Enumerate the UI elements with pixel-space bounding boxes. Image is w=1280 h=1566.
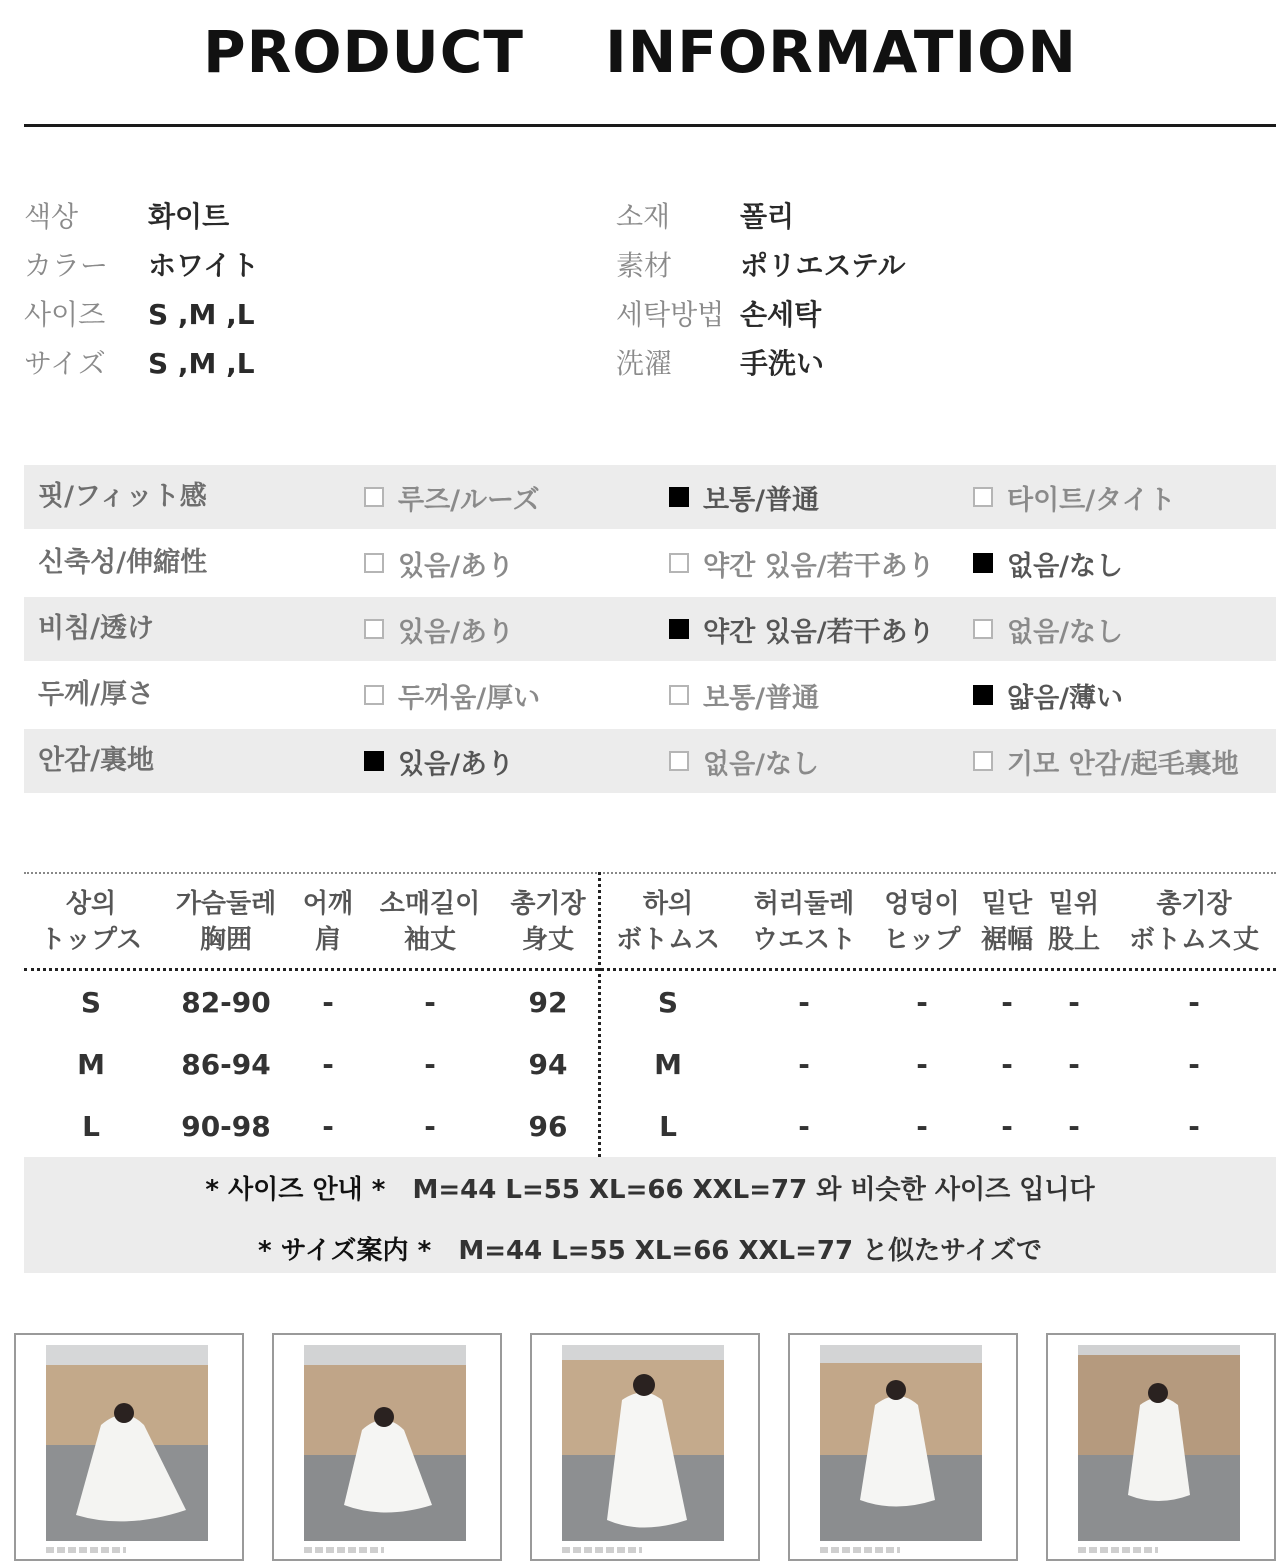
checkbox-empty-icon (364, 619, 384, 639)
size-cell: M (654, 1048, 682, 1081)
size-cell: - (322, 1048, 334, 1081)
photo-caption-line (1078, 1547, 1158, 1553)
size-cell: - (1188, 986, 1200, 1019)
fit-row-thickness (24, 663, 1276, 727)
checkbox-empty-icon (364, 487, 384, 507)
dress-photo-image (46, 1345, 208, 1541)
option-label: 있음/あり (398, 748, 515, 780)
fit-option (364, 465, 540, 529)
note-text: M=44 L=55 XL=66 XXL=77 と似たサイズで (458, 1236, 1043, 1266)
option-label: 있음/あり (398, 550, 515, 582)
photo-caption-line (304, 1547, 384, 1553)
size-header: 허리둘레 ウエスト (751, 889, 857, 955)
photo-thumbnail[interactable] (788, 1333, 1018, 1561)
fit-option (669, 663, 819, 727)
fit-option (669, 597, 935, 661)
size-cell: - (1001, 986, 1013, 1019)
fit-option (973, 729, 1239, 793)
title-part-1: PRODUCT (203, 18, 524, 86)
checkbox-checked-icon (364, 751, 384, 771)
size-cell: L (82, 1110, 100, 1143)
info-value: S ,M ,L (148, 298, 255, 331)
fit-row-stretch (24, 531, 1276, 595)
checkbox-empty-icon (669, 553, 689, 573)
option-label: 타이트/タイト (1007, 484, 1176, 516)
size-cell: - (798, 1048, 810, 1081)
info-key: サイズ (24, 347, 106, 380)
size-cell: - (1001, 1048, 1013, 1081)
option-label: 없음/なし (703, 748, 820, 780)
checkbox-empty-icon (364, 553, 384, 573)
option-label: 기모 안감/起毛裏地 (1007, 748, 1239, 780)
title-part-2: INFORMATION (605, 18, 1077, 86)
fit-row-lining (24, 729, 1276, 793)
option-label: 약간 있음/若干あり (703, 550, 935, 582)
fit-row-fit (24, 465, 1276, 529)
size-cell: M (77, 1048, 105, 1081)
fit-option (973, 597, 1123, 661)
fit-option (669, 729, 819, 793)
checkbox-checked-icon (973, 685, 993, 705)
size-cell: 82-90 (181, 986, 271, 1019)
option-label: 없음/なし (1007, 616, 1124, 648)
option-label: 없음/なし (1007, 550, 1124, 582)
note-text: M=44 L=55 XL=66 XXL=77 와 비슷한 사이즈 입니다 (412, 1175, 1095, 1205)
checkbox-empty-icon (973, 487, 993, 507)
photo-thumbnail[interactable] (272, 1333, 502, 1561)
photo-caption-line (820, 1547, 900, 1553)
size-cell: - (1001, 1110, 1013, 1143)
size-cell: 94 (528, 1048, 568, 1081)
fit-option (973, 465, 1176, 529)
size-cell: - (916, 1048, 928, 1081)
dress-photo-image (820, 1345, 982, 1541)
info-key: 세탁방법 (616, 298, 725, 331)
size-header: 가슴둘레 胸囲 (175, 889, 277, 955)
size-table-top-rule (24, 872, 1276, 874)
fit-option (364, 663, 540, 727)
option-label: 약간 있음/若干あり (703, 616, 935, 648)
size-cell: - (1068, 1110, 1080, 1143)
size-cell: - (1188, 1048, 1200, 1081)
size-cell: 90-98 (181, 1110, 271, 1143)
fit-option (364, 531, 514, 595)
size-cell: - (424, 1048, 436, 1081)
size-table-header-rule (24, 968, 1276, 971)
note-heading: * 사이즈 안내 * (205, 1175, 386, 1205)
size-cell: - (424, 1110, 436, 1143)
checkbox-empty-icon (364, 685, 384, 705)
fit-label: 신축성/伸縮性 (38, 547, 208, 578)
fit-label: 두께/厚さ (38, 679, 155, 710)
checkbox-empty-icon (973, 751, 993, 771)
info-value: ポリエステル (740, 249, 906, 282)
info-key: 소재 (616, 200, 671, 233)
note-heading: * サイズ案内 * (257, 1236, 432, 1266)
size-header: 엉덩이 ヒップ (883, 889, 961, 955)
info-value: 화이트 (148, 200, 230, 233)
info-value: 폴리 (740, 200, 795, 233)
fit-row-sheer (24, 597, 1276, 661)
checkbox-checked-icon (973, 553, 993, 573)
fit-option (364, 597, 514, 661)
fit-option (669, 465, 819, 529)
fit-option (364, 729, 514, 793)
photo-thumbnail[interactable] (530, 1333, 760, 1561)
info-value: 手洗い (740, 347, 825, 380)
page-title (0, 18, 1280, 86)
size-cell: - (798, 986, 810, 1019)
option-label: 보통/普通 (703, 682, 820, 714)
photo-caption-line (562, 1547, 642, 1553)
size-header: 소매길이 袖丈 (379, 889, 481, 955)
option-label: 보통/普通 (703, 484, 820, 516)
fit-option (669, 531, 935, 595)
size-header: 어깨 肩 (302, 889, 354, 955)
size-header: 총기장 身丈 (510, 889, 586, 955)
info-key: 洗濯 (616, 347, 673, 380)
size-cell: 86-94 (181, 1048, 271, 1081)
dress-photo-image (562, 1345, 724, 1541)
size-table-divider (598, 872, 601, 1157)
fit-label: 핏/フィット感 (38, 481, 207, 512)
size-header: 밑단 裾幅 (980, 889, 1034, 955)
title-divider (24, 124, 1276, 127)
size-table (24, 872, 1276, 1157)
size-header: 상의 トップス (39, 889, 143, 955)
checkbox-checked-icon (669, 619, 689, 639)
size-cell: - (916, 986, 928, 1019)
fit-option (973, 531, 1123, 595)
checkbox-empty-icon (973, 619, 993, 639)
fit-option (973, 663, 1123, 727)
info-key: 素材 (616, 249, 673, 282)
dress-photo-image (1078, 1345, 1240, 1541)
checkbox-empty-icon (669, 751, 689, 771)
size-cell: S (80, 986, 102, 1019)
size-guide-note-kr (24, 1169, 1276, 1206)
fit-label: 안감/裏地 (38, 745, 155, 776)
size-header: 하의 ボトムス (615, 889, 721, 955)
photo-thumbnail[interactable] (1046, 1333, 1276, 1561)
size-cell: - (322, 1110, 334, 1143)
info-key: 색상 (24, 200, 79, 233)
info-key: 사이즈 (24, 298, 106, 331)
size-guide-note-jp (24, 1230, 1276, 1267)
option-label: 얇음/薄い (1007, 682, 1124, 714)
size-cell: - (1068, 986, 1080, 1019)
size-cell: - (916, 1110, 928, 1143)
info-key: カラー (24, 249, 109, 282)
size-cell: - (1068, 1048, 1080, 1081)
info-value: S ,M ,L (148, 347, 255, 380)
size-cell: S (657, 986, 679, 1019)
size-header: 밑위 股上 (1047, 889, 1101, 955)
option-label: 있음/あり (398, 616, 515, 648)
dress-photo-image (304, 1345, 466, 1541)
photo-strip (14, 1333, 1276, 1565)
size-cell: 96 (528, 1110, 568, 1143)
option-label: 루즈/ルーズ (398, 484, 540, 516)
size-cell: 92 (528, 986, 568, 1019)
photo-caption-line (46, 1547, 126, 1553)
checkbox-empty-icon (669, 685, 689, 705)
size-cell: - (424, 986, 436, 1019)
option-label: 두꺼움/厚い (398, 682, 541, 714)
size-cell: - (322, 986, 334, 1019)
photo-thumbnail[interactable] (14, 1333, 244, 1561)
size-cell: L (659, 1110, 677, 1143)
info-value: ホワイト (148, 249, 260, 282)
checkbox-checked-icon (669, 487, 689, 507)
size-header: 총기장 ボトムス丈 (1128, 889, 1260, 955)
size-cell: - (1188, 1110, 1200, 1143)
size-guide-notes (24, 1157, 1276, 1273)
size-cell: - (798, 1110, 810, 1143)
info-value: 손세탁 (740, 298, 822, 331)
fit-label: 비침/透け (38, 613, 155, 644)
